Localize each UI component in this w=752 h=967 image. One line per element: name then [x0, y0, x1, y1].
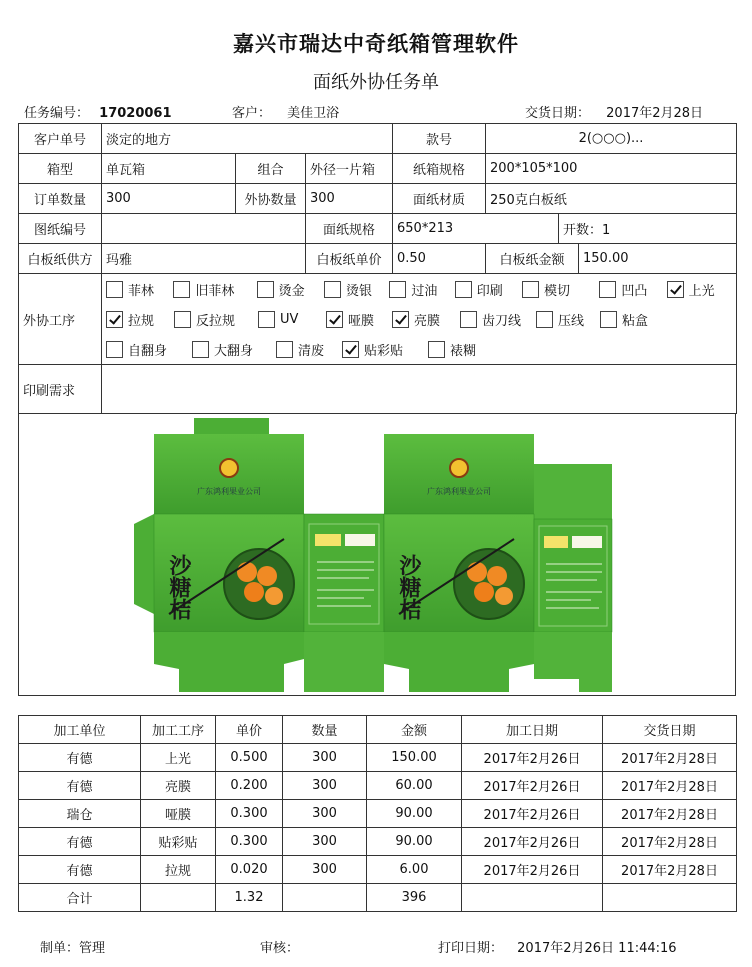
delivery-date — [525, 102, 703, 121]
table-cell: 0.300 — [216, 800, 283, 828]
customer-info — [232, 102, 339, 121]
table-cell: 2017年2月26日 — [462, 772, 603, 800]
style-value: 2(○○○)... — [486, 124, 737, 154]
process-option[interactable] — [522, 280, 599, 299]
cut-count: 开数：1 — [559, 214, 737, 244]
box-type-value: 单瓦箱 — [102, 154, 236, 184]
side-flap-right — [534, 464, 612, 519]
checked-checkbox-icon[interactable] — [106, 311, 123, 328]
print-req-value — [102, 365, 737, 414]
total-cell: 合计 — [19, 884, 141, 912]
process-option[interactable] — [389, 280, 454, 299]
process-row-2 — [106, 304, 736, 334]
table-cell: 瑞仓 — [19, 800, 141, 828]
side-panel-right — [534, 519, 612, 632]
side-panel-left — [304, 514, 384, 632]
checkbox-icon[interactable] — [389, 281, 406, 298]
delivery-value: 2017年2月28日 — [606, 106, 704, 121]
orange-fruit — [467, 562, 487, 582]
reviewer: 审核： — [260, 941, 300, 956]
checkbox-icon[interactable] — [106, 341, 123, 358]
board-amount-value: 150.00 — [579, 244, 737, 274]
column-header: 单价 — [216, 716, 283, 744]
column-header: 交货日期 — [603, 716, 737, 744]
combo-value: 外径一片箱 — [306, 154, 393, 184]
total-cell: 396 — [367, 884, 462, 912]
side-label — [572, 536, 602, 548]
table-cell: 60.00 — [367, 772, 462, 800]
checkbox-icon[interactable] — [174, 311, 191, 328]
table-cell: 0.020 — [216, 856, 283, 884]
table-cell: 90.00 — [367, 800, 462, 828]
company-line: 广东鸿利果业公司 — [197, 487, 261, 496]
checkbox-icon[interactable] — [324, 281, 341, 298]
total-cell — [141, 884, 216, 912]
print-date-value: 2017年2月26日 11:44:16 — [517, 941, 677, 956]
table-cell: 300 — [283, 856, 367, 884]
total-cell — [462, 884, 603, 912]
table-cell: 哑膜 — [141, 800, 216, 828]
column-header: 加工日期 — [462, 716, 603, 744]
table-cell: 2017年2月28日 — [603, 800, 737, 828]
orange-fruit — [487, 566, 507, 586]
table-cell: 90.00 — [367, 828, 462, 856]
table-cell: 2017年2月28日 — [603, 744, 737, 772]
print-date — [438, 937, 677, 956]
side-label — [315, 534, 341, 546]
table-cell: 300 — [283, 800, 367, 828]
table-cell: 150.00 — [367, 744, 462, 772]
total-cell — [283, 884, 367, 912]
table-cell: 2017年2月26日 — [462, 856, 603, 884]
task-number-value: 17020061 — [99, 106, 172, 121]
checkbox-icon[interactable] — [428, 341, 445, 358]
process-option-label: 裱糊 — [450, 343, 477, 359]
process-option[interactable] — [173, 280, 256, 299]
process-option-label: 贴彩贴 — [364, 343, 404, 359]
company-line: 广东鸿利果业公司 — [427, 487, 491, 496]
process-option-label: 自翻身 — [128, 343, 168, 359]
process-option-label: 亮膜 — [414, 313, 441, 329]
process-label: 外协工序 — [19, 274, 102, 365]
table-cell: 贴彩贴 — [141, 828, 216, 856]
brand-text: 沙糖桔 — [166, 554, 192, 620]
process-option[interactable] — [324, 280, 389, 299]
process-option[interactable] — [326, 310, 392, 329]
table-cell: 亮膜 — [141, 772, 216, 800]
style-label: 款号 — [393, 124, 486, 154]
process-option[interactable] — [428, 340, 498, 359]
process-option[interactable] — [106, 310, 174, 329]
outsource-qty-value: 300 — [306, 184, 393, 214]
outsource-qty-label: 外协数量 — [236, 184, 306, 214]
carton-spec-value: 200*105*100 — [486, 154, 737, 184]
customer-value: 美佳卫浴 — [287, 106, 340, 121]
order-qty-value: 300 — [102, 184, 236, 214]
column-header: 数量 — [283, 716, 367, 744]
process-option-label: 拉规 — [128, 313, 155, 329]
process-option[interactable] — [536, 310, 600, 329]
process-option-label: 模切 — [544, 283, 571, 299]
table-row — [19, 800, 737, 828]
table-cell: 2017年2月28日 — [603, 772, 737, 800]
box-dieline-graphic — [19, 414, 735, 695]
brand-text: 沙糖桔 — [396, 554, 422, 620]
table-header-row — [19, 716, 737, 744]
table-cell: 300 — [283, 828, 367, 856]
orange-fruit — [474, 582, 494, 602]
table-cell: 上光 — [141, 744, 216, 772]
process-option[interactable] — [276, 340, 342, 359]
process-option-label: 压线 — [558, 313, 585, 329]
table-cell: 2017年2月28日 — [603, 856, 737, 884]
process-option-label: 粘盒 — [622, 313, 649, 329]
side-label — [544, 536, 568, 548]
process-table — [18, 715, 737, 912]
carton-spec-label: 纸箱规格 — [393, 154, 486, 184]
paper-material-label: 面纸材质 — [393, 184, 486, 214]
process-option-label: 旧菲林 — [195, 283, 235, 299]
checkbox-icon[interactable] — [173, 281, 190, 298]
bottom-flap-mid — [304, 632, 384, 692]
process-option[interactable] — [106, 280, 173, 299]
box-type-label: 箱型 — [19, 154, 102, 184]
column-header: 加工单位 — [19, 716, 141, 744]
table-cell: 有德 — [19, 856, 141, 884]
process-option[interactable] — [667, 280, 736, 299]
process-option[interactable] — [258, 311, 326, 328]
task-number-label: 任务编号： — [24, 106, 90, 121]
total-row — [19, 884, 737, 912]
process-option-label: 印刷 — [476, 283, 503, 299]
table-cell: 2017年2月26日 — [462, 744, 603, 772]
process-option-label: 烫银 — [345, 283, 372, 299]
form-subtitle: 面纸外协任务单 — [313, 72, 439, 93]
process-option-label: 清废 — [298, 343, 325, 359]
board-supplier-value: 玛雅 — [102, 244, 306, 274]
table-cell: 300 — [283, 772, 367, 800]
process-option[interactable] — [257, 280, 324, 299]
table-cell: 2017年2月28日 — [603, 828, 737, 856]
checkbox-icon[interactable] — [257, 281, 274, 298]
print-date-label: 打印日期： — [438, 941, 504, 956]
board-price-value: 0.50 — [393, 244, 486, 274]
company-title: 嘉兴市瑞达中奇纸箱管理软件 — [233, 32, 519, 56]
board-price-label: 白板纸单价 — [306, 244, 393, 274]
table-cell: 有德 — [19, 772, 141, 800]
table-cell: 0.200 — [216, 772, 283, 800]
process-option[interactable] — [392, 310, 460, 329]
table-cell: 有德 — [19, 744, 141, 772]
checkbox-icon[interactable] — [522, 281, 539, 298]
maker: 制单：管理 — [40, 941, 106, 956]
checkbox-icon[interactable] — [600, 311, 617, 328]
print-req-label: 印刷需求 — [19, 365, 102, 414]
task-number — [24, 102, 172, 121]
process-option[interactable] — [455, 280, 522, 299]
column-header: 金额 — [367, 716, 462, 744]
board-amount-label: 白板纸金额 — [486, 244, 579, 274]
checkbox-icon[interactable] — [192, 341, 209, 358]
checked-checkbox-icon[interactable] — [392, 311, 409, 328]
customer-label: 客户： — [232, 106, 272, 121]
process-option-label: 大翻身 — [214, 343, 254, 359]
bottom-flap-right — [384, 632, 534, 692]
customer-order-label: 客户单号 — [19, 124, 102, 154]
checkbox-icon[interactable] — [276, 341, 293, 358]
process-checklist — [102, 274, 737, 365]
table-cell: 有德 — [19, 828, 141, 856]
process-option-label: 菲林 — [128, 283, 155, 299]
process-option-label: 上光 — [688, 283, 715, 299]
paper-spec-value: 650*213 — [393, 214, 559, 244]
brand-logo-icon — [450, 459, 468, 477]
delivery-label: 交货日期： — [525, 106, 591, 121]
orange-fruit — [237, 562, 257, 582]
process-option[interactable] — [106, 340, 192, 359]
process-option[interactable] — [192, 340, 276, 359]
process-option-label: UV — [280, 311, 299, 327]
table-cell: 6.00 — [367, 856, 462, 884]
paper-spec-label: 面纸规格 — [306, 214, 393, 244]
process-option-label: 凹凸 — [621, 283, 648, 299]
orange-fruit — [495, 587, 513, 605]
board-supplier-label: 白板纸供方 — [19, 244, 102, 274]
table-cell: 2017年2月26日 — [462, 828, 603, 856]
combo-label: 组合 — [236, 154, 306, 184]
checkbox-icon[interactable] — [599, 281, 616, 298]
checked-checkbox-icon[interactable] — [326, 311, 343, 328]
total-cell: 1.32 — [216, 884, 283, 912]
process-option-label: 烫金 — [278, 283, 305, 299]
process-option-label: 哑膜 — [348, 313, 375, 329]
orange-fruit — [244, 582, 264, 602]
checkbox-icon[interactable] — [106, 281, 123, 298]
orange-fruit — [257, 566, 277, 586]
checkbox-icon[interactable] — [455, 281, 472, 298]
bottom-flap-left — [154, 632, 304, 692]
checked-checkbox-icon[interactable] — [342, 341, 359, 358]
checkbox-icon[interactable] — [536, 311, 553, 328]
table-row — [19, 856, 737, 884]
process-option[interactable] — [600, 310, 670, 329]
process-option[interactable] — [460, 310, 536, 329]
table-row — [19, 744, 737, 772]
brand-logo-icon — [220, 459, 238, 477]
bottom-flap-end — [534, 632, 612, 692]
process-option[interactable] — [174, 310, 258, 329]
column-header: 加工工序 — [141, 716, 216, 744]
table-row — [19, 772, 737, 800]
drawing-no-label: 图纸编号 — [19, 214, 102, 244]
total-cell — [603, 884, 737, 912]
table-cell: 300 — [283, 744, 367, 772]
process-option[interactable] — [599, 280, 666, 299]
task-form-table — [18, 123, 737, 414]
table-cell: 0.500 — [216, 744, 283, 772]
process-option-label: 过油 — [411, 283, 438, 299]
order-qty-label: 订单数量 — [19, 184, 102, 214]
customer-order-value: 淡定的地方 — [102, 124, 393, 154]
checkbox-icon[interactable] — [258, 311, 275, 328]
process-option[interactable] — [342, 340, 428, 359]
side-label — [345, 534, 375, 546]
checked-checkbox-icon[interactable] — [667, 281, 684, 298]
table-row — [19, 828, 737, 856]
process-option-label: 反拉规 — [196, 313, 236, 329]
checkbox-icon[interactable] — [460, 311, 477, 328]
glue-flap — [134, 514, 154, 614]
orange-fruit — [265, 587, 283, 605]
table-cell: 2017年2月26日 — [462, 800, 603, 828]
box-artwork — [18, 413, 736, 696]
process-row-1 — [106, 274, 736, 304]
paper-material-value: 250克白板纸 — [486, 184, 737, 214]
process-row-3 — [106, 334, 736, 364]
process-option-label: 齿刀线 — [482, 313, 522, 329]
table-cell: 0.300 — [216, 828, 283, 856]
table-cell: 拉规 — [141, 856, 216, 884]
drawing-no-value — [102, 214, 306, 244]
